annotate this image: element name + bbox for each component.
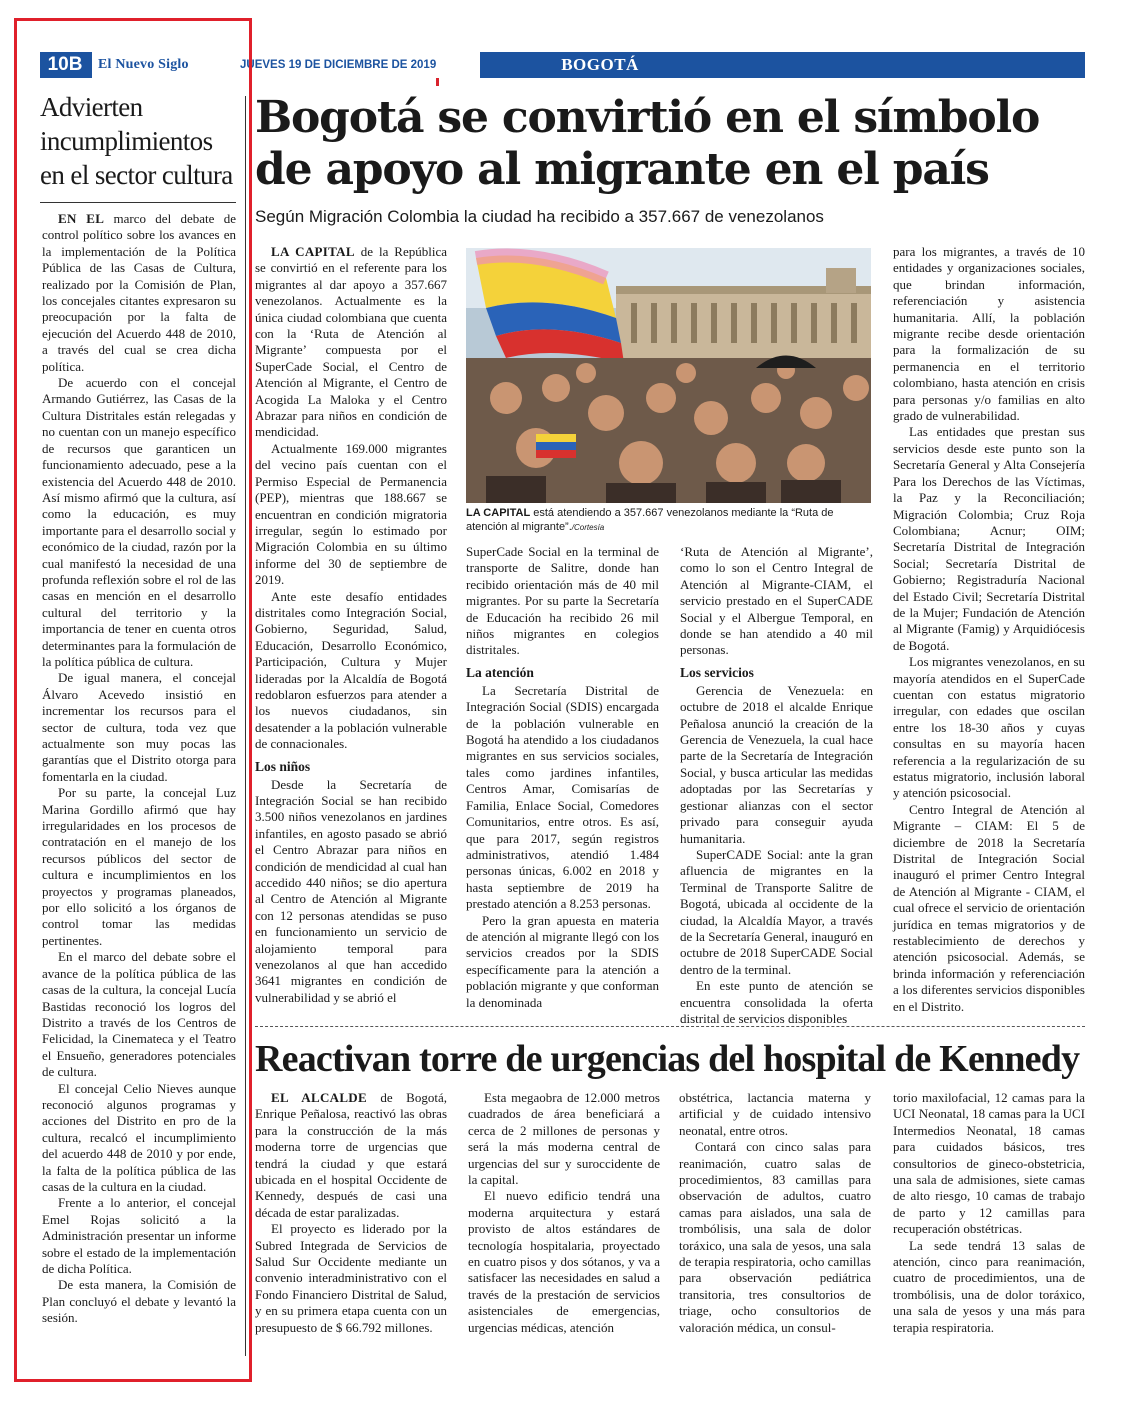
second-paragraph: El proyecto es liderado por la Subred Integrada de Servicios de Salud Sur Occidente mediante un convenio interadministrativo con el Fondo Financiero Distrital de Salud, y en su primera etapa cuenta con un presupuesto de $ 66.792 millones. bbox=[255, 1221, 447, 1335]
main-column-4 bbox=[893, 244, 1085, 1016]
caption-text: está atendiendo a 357.667 venezolanos mediante la “Ruta de atención al migrante”. bbox=[466, 507, 834, 533]
left-story-paragraph: El concejal Celio Nieves aunque reconoció algunos programas y acciones del Distrito en pro de la cultura, recalcó el incumplimiento del acuerdo 448 de 2010 y por ende, la falta de la política pública de las casas de la cultura en la ciudad. bbox=[42, 1080, 236, 1194]
main-paragraph: ‘Ruta de Atención al Migrante’, como lo son el Centro Integral de Atención al Migrante-CIAM, el servicio prestado en el SuperCADE Social y el Albergue Temporal, en donde se han atendido a 40 mil personas. bbox=[680, 544, 873, 658]
second-column-3 bbox=[679, 1090, 871, 1352]
subhead-ninos: Los niños bbox=[255, 758, 311, 774]
left-story-paragraph: Por su parte, la concejal Luz Marina Gordillo afirmó que hay irregularidades en los procesos de contratación en el manejo de los recursos públicos del sector de cultura e incumplimientos en los proyectos y programas planeados, por ello solicitó a los órganos de control tomar las medidas pertinentes. bbox=[42, 785, 236, 948]
second-paragraph: El nuevo edificio tendrá una moderna arquitectura y estará provisto de altos estándares de tecnología hospitalaria, proyectado en cuatro pisos y dos sótanos, y va a satisfacer las necesidades en salud a través de la prestación de servicios asistenciales de emergencias, urgencias médicas, atención bbox=[468, 1188, 660, 1335]
second-column-2 bbox=[468, 1090, 660, 1352]
main-paragraph: Desde la Secretaría de Integración Social se han recibido 3.500 niños venezolanos en jardines infantiles, en agosto pasado se abrió el Centro Abrazar para niños en condición de mendicidad al cual han accedido 440 niños; se dio apertura al Centro de Atención al Migrante con 12 personas atendidas se puso en funcionamiento un servicio de alojamiento temporal para venezolanos al que han accedido 3641 migrantes en condición de vulnerabilidad y se abrió el bbox=[255, 776, 447, 1005]
page-number: 10B bbox=[40, 52, 90, 78]
main-paragraph: Pero la gran apuesta en materia de atención al migrante llegó con los servicios creados por la SDIS específicamente para la atención a población migrante y que conforman la denominada bbox=[466, 912, 659, 1010]
left-story-paragraph: EN EL marco del debate de control político sobre los avances en la implementación de la Política Pública de las Casas de Cultura, realizado por la Comisión de Plan, los concejales citantes expresaron su preocupación por la falta de ejecución del Acuerdo 448 de 2010, a través del cual se crea dicha política. bbox=[42, 211, 236, 374]
second-paragraph: torio maxilofacial, 12 camas para la UCI Neonatal, 18 camas para la UCI Intermedios Neonatal, 18 camas para cuidados básicos, tres consultorios de gineco-obstetricia, una sala de admisiones, siete camas de alto riesgo, 10 camas de trabajo de parto y 12 camillas para recuperación obstétricas. bbox=[893, 1090, 1085, 1237]
main-column-3 bbox=[680, 544, 873, 1026]
column-divider bbox=[245, 96, 246, 1356]
subhead-servicios: Los servicios bbox=[680, 664, 754, 680]
second-paragraph: obstétrica, lactancia materna y artificial y de cuidado intensivo neonatal, entre otros. bbox=[679, 1090, 871, 1138]
main-headline: Bogotá se convirtió en el símbolo de apoyo al migrante en el país bbox=[255, 92, 1040, 195]
main-paragraph: Actualmente 169.000 migrantes del vecino país cuentan con el Permiso Especial de Permanencia (PEP), mientras que 188.667 se encuentran en condición migratoria irregular, según lo estimado por Migración Colombia en su último informe del 30 de septiembre de 2019. bbox=[255, 440, 447, 588]
issue-date: JUEVES 19 DE DICIEMBRE DE 2019 bbox=[240, 52, 480, 78]
main-paragraph: Las entidades que prestan sus servicios desde este punto son la Secretaría General y Alta Consejería Para los Derechos de las Víctimas, la Paz y la Reconciliación; Migración Colombia; Cruz Roja Colombiana; Acnur; OIM; Secretaría Distrital de Integración Social; Secretaría Distrital de Gobierno; Registraduría Nacional del Estado Civil; Secretaría Distrital de la Mujer; Fundación de Atención al Migrante (Famig) y Arquidiócesis de Bogotá. bbox=[893, 424, 1085, 653]
main-column-2 bbox=[466, 544, 659, 1016]
main-lead: LA CAPITAL bbox=[271, 244, 355, 259]
main-paragraph: Los migrantes venezolanos, en su mayoría atendidos en el SuperCade cuentan con estatus migratorio irregular, con edades que oscilan entre los 18-30 años y cuyas consultas en su mayoría hacen referencia a la regularización de su estatus migratorio, inclusión laboral y atención psicosocial. bbox=[893, 654, 1085, 801]
left-story-paragraph: De esta manera, la Comisión de Plan concluyó el debate y levantó la sesión. bbox=[42, 1277, 236, 1326]
caption-lead: LA CAPITAL bbox=[466, 507, 531, 519]
second-column-1 bbox=[255, 1090, 447, 1352]
left-story-paragraph: En el marco del debate sobre el avance de la política pública de las casas de la cultura, la concejal Lucía Bastidas reconoció los logros del Distrito a través de los Centros de Felicidad, la Cinemateca y el Teatro el Ensueño, generadores potenciales de cultura. bbox=[42, 949, 236, 1080]
main-deck: Según Migración Colombia la ciudad ha recibido a 357.667 de venezolanos bbox=[255, 207, 824, 226]
left-story bbox=[40, 90, 236, 1327]
second-column-4 bbox=[893, 1090, 1085, 1352]
second-paragraph: EL ALCALDE de Bogotá, Enrique Peñalosa, reactivó las obras para la construcción de la más moderna torre de urgencias que tendrá la ciudad y que estará ubicada en el hospital Occidente de Kennedy, después de casi una década de estar paralizadas. bbox=[255, 1090, 447, 1220]
newspaper-masthead: El Nuevo Siglo bbox=[92, 52, 282, 78]
main-paragraph: SuperCADE Social: ante la gran afluencia de migrantes en la Terminal de Transporte Salitre de Bogotá, ubicada al occidente de la ciudad, la Alcaldía Mayor, a través de la Secretaría General, inauguró en octubre de 2018 SuperCADE Social dentro de la terminal. bbox=[680, 846, 873, 977]
second-lead: EL ALCALDE bbox=[271, 1090, 367, 1105]
main-paragraph: Centro Integral de Atención al Migrante – CIAM: El 5 de diciembre de 2018 la Secretaría Distrital de Integración Social inauguró el primer Centro Integral de Atención al Migrante - CIAM, el cual ofrece el servicio de orientación jurídica en temas migratorios y de restablecimiento de derechos y atención psicosocial. Además, se brinda información y referenciación a los diferentes servicios disponibles en el Distrito. bbox=[893, 801, 1085, 1014]
red-tick-mark bbox=[436, 78, 439, 86]
left-story-lead: EN EL bbox=[58, 211, 105, 226]
second-headline: Reactivan torre de urgencias del hospital de Kennedy bbox=[255, 1038, 1080, 1080]
section-name: BOGOTÁ bbox=[561, 55, 639, 74]
second-paragraph: Contará con cinco salas para reanimación, cuatro salas de procedimientos, 83 camillas para observación de adultos, cuatro camas para aislados, una sala de trombólisis, una sala de dolor toráxico, una sala de yesos, una sala de terapia respiratoria, ocho camillas para observación pediátrica transitoria, tres consultorios de triage, ocho consultorios de valoración médica, un consul- bbox=[679, 1139, 871, 1335]
main-paragraph: LA CAPITAL de la República se convirtió en el referente para los migrantes al dar apoyo a 357.667 venezolanos. Actualmente es la única ciudad colombiana que cuenta con la ‘Ruta de Atención al Migrante’ compuesta por el SuperCade Social, el Centro de Atención al Migrante, el Centro de Acogida La Maloka y el Centro Abrazar para niños en condición de mendicidad. bbox=[255, 244, 447, 440]
main-paragraph: Ante este desafío entidades distritales como Integración Social, Gobierno, Seguridad, Salud, Educación, Desarrollo Económico, Participación, Cultura y Mujer lideradas por la Alcaldía de Bogotá redoblaron esfuerzos para atender a los nuevos ciudadanos, sin desatender a la población vulnerable de connacionales. bbox=[255, 588, 447, 752]
photo-caption bbox=[466, 506, 871, 535]
main-paragraph: Gerencia de Venezuela: en octubre de 2018 el alcalde Enrique Peñalosa anunció la creación de la Gerencia de Venezuela, la cual hace parte de la Secretaría de Integración Social, y busca articular las medidas adoptadas por las Secretarías y gestionar alianzas con el sector privado para conseguir ayuda humanitaria. bbox=[680, 682, 873, 846]
story-separator bbox=[255, 1026, 1085, 1027]
second-paragraph: La sede tendrá 13 salas de atención, cinco para reanimación, cuatro de procedimientos, una de trombólisis, una de dolor toráxico, una sala de yesos y una más para terapia respiratoria. bbox=[893, 1237, 1085, 1335]
main-paragraph: La Secretaría Distrital de Integración Social (SDIS) encargada de la población vulnerable en Bogotá ha atendido a los ciudadanos migrantes en sus servicios sociales, tales como jardines infantiles, Centros Amar, Comisarías de Familia, Enlace Social, Comedores Comunitarios, entre otros. Es así, que para 2017, según registros administrativos, atendió 1.484 personas únicas, 6.002 en 2018 y hasta septiembre de 2019 ha prestado atención a 8.253 personas. bbox=[466, 682, 659, 912]
left-story-paragraph: Frente a lo anterior, el concejal Emel Rojas solicitó a la Administración presentar un informe sobre el estado de la implementación de dicha Política. bbox=[42, 1195, 236, 1276]
left-story-paragraph: De acuerdo con el concejal Armando Gutiérrez, las Casas de la Cultura Distritales están relegadas y no cuentan con un manejo específico de recursos que garanticen un funcionamiento adecuado, pese a la existencia del Acuerdo 448 de 2010. Así mismo afirmó que la cultura, así como la educación, es muy importante para el desarrollo social y económico de la ciudad, razón por la cual manifestó la necesidad de una profunda reflexión sobre el rol de las casas en mención en el desarrollo cultural del territorio y la importancia de tener en cuenta otros determinantes para la formulación de la política pública de cultura. bbox=[42, 375, 236, 669]
main-paragraph: para los migrantes, a través de 10 entidades y organizaciones sociales, que brindan información, referenciación y asistencia humanitaria. Allí, la población migrante recibe desde orientación para la formalización de su permanencia en el territorio colombiano, hasta atención en crisis para personas y/o familias en alto grado de vulnerabilidad. bbox=[893, 244, 1085, 424]
main-paragraph: En este punto de atención se encuentra consolidada la oferta distrital de servicios disponibles bbox=[680, 978, 873, 1026]
photo-credit: /Cortesía bbox=[571, 523, 605, 532]
subhead-atencion: La atención bbox=[466, 664, 534, 680]
main-paragraph: SuperCade Social en la terminal de transporte de Salitre, donde han recibido orientación más de 40 mil migrantes. Por su parte la Secretaría de Educación ha recibido 26 mil niños migrantes en colegios distritales. bbox=[466, 544, 659, 658]
left-headline-rule bbox=[40, 202, 236, 203]
left-story-paragraph: De igual manera, el concejal Álvaro Acevedo insistió en incrementar los recursos para el sector de cultura, toda vez que actualmente son muy pocas las garantías que el Distrito otorga para fomentarla en la ciudad. bbox=[42, 670, 236, 784]
second-paragraph: Esta megaobra de 12.000 metros cuadrados de área beneficiará a cerca de 2 millones de personas y será la más moderna central de urgencias del sur y suroccidente de la capital. bbox=[468, 1090, 660, 1188]
left-story-headline: Advierten incumplimientos en el sector cultura bbox=[40, 92, 233, 190]
migrants-photo bbox=[466, 248, 871, 503]
main-column-1 bbox=[255, 244, 447, 1016]
